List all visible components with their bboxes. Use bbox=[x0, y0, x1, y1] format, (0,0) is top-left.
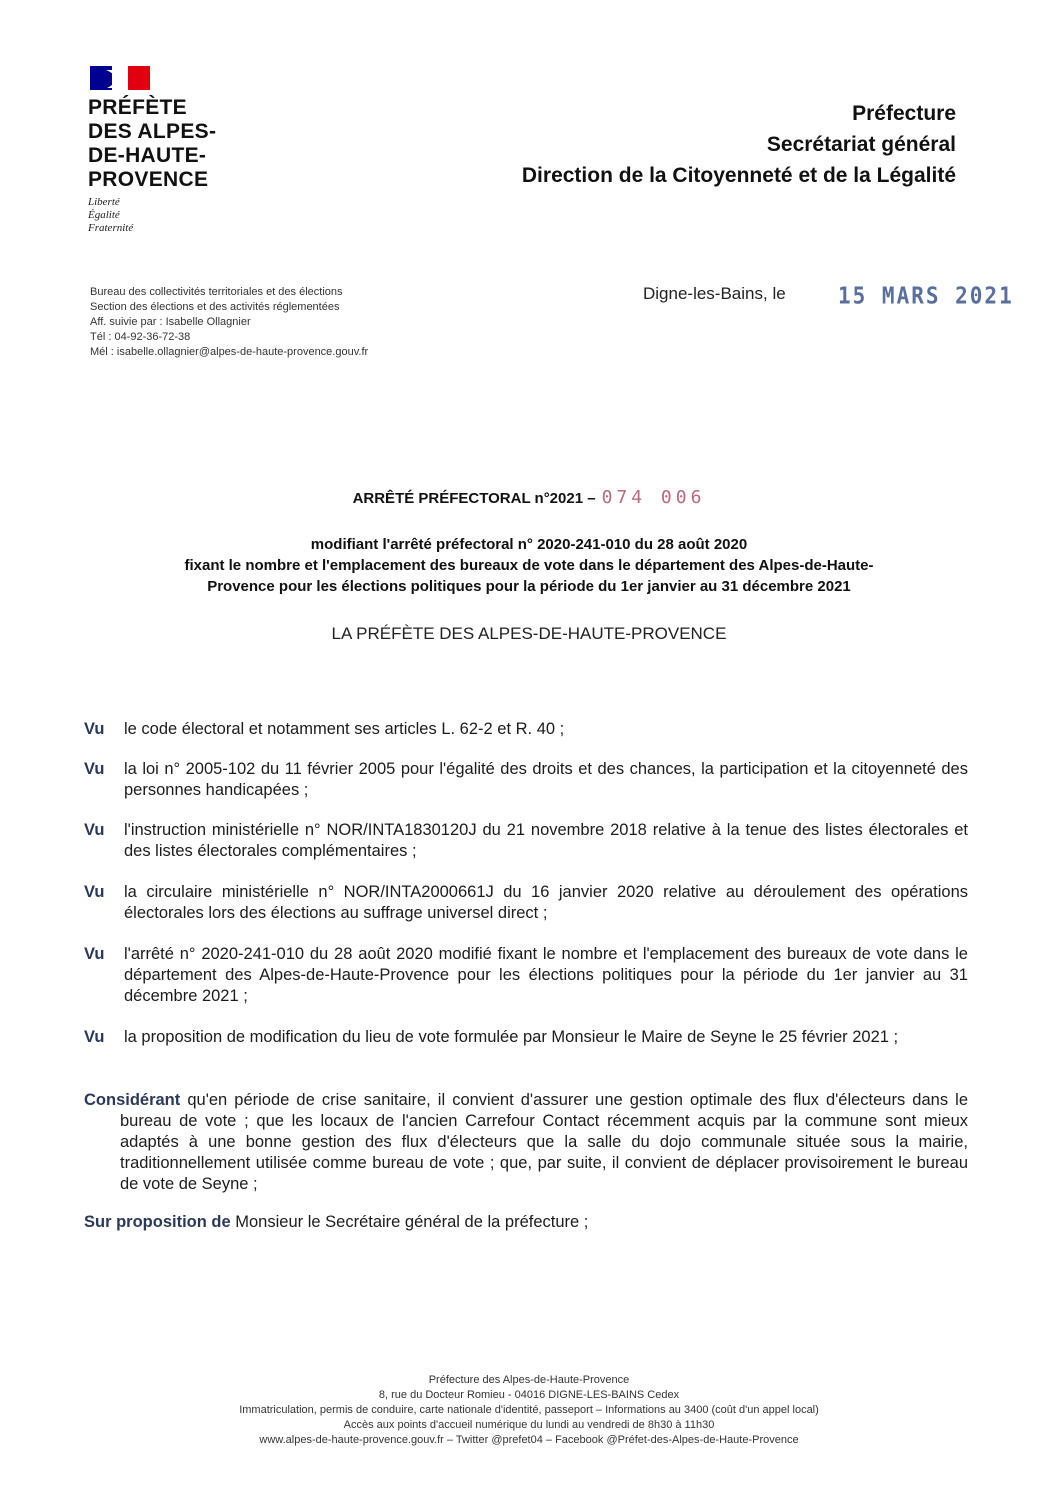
proposition-clause bbox=[84, 1212, 968, 1233]
vu-clause bbox=[84, 719, 968, 740]
clause-text: l'arrêté n° 2020-241-010 du 28 août 2020 modifié fixant le nombre et l'emplacement des bureaux de vote dans le département des Alpes-de-Haute-Provence pour les élections politiques pour la période du 1er janvier au 31 décembre 2021 ; bbox=[124, 945, 968, 1005]
header-line: Préfecture bbox=[852, 102, 956, 125]
page-footer bbox=[0, 1373, 1058, 1448]
marianne-flag-logo bbox=[90, 66, 150, 90]
subtitle-line: Provence pour les élections politiques pour la période du 1er janvier au 31 décembre 2021 bbox=[207, 578, 851, 595]
prefecture-name-line: DE-HAUTE- bbox=[88, 144, 207, 167]
clause-keyword: Vu bbox=[84, 760, 105, 778]
clause-keyword: Sur proposition de bbox=[84, 1213, 231, 1231]
clause-keyword: Vu bbox=[84, 883, 105, 901]
clause-text: la loi n° 2005-102 du 11 février 2005 pour l'égalité des droits et des chances, la participation et la citoyenneté des personnes handicapées ; bbox=[124, 760, 968, 799]
footer-line: Préfecture des Alpes-de-Haute-Provence bbox=[428, 1374, 630, 1386]
prefecture-name-line: PRÉFÈTE bbox=[88, 96, 187, 119]
subtitle-line: modifiant l'arrêté préfectoral n° 2020-241-010 du 28 août 2020 bbox=[310, 536, 748, 553]
clause-keyword: Vu bbox=[84, 1028, 105, 1046]
clause-keyword: Vu bbox=[84, 720, 105, 738]
decree-title-text: ARRÊTÉ PRÉFECTORAL n°2021 – bbox=[352, 490, 596, 507]
prefecture-name-line: DES ALPES- bbox=[88, 120, 217, 143]
vu-clause bbox=[84, 759, 968, 801]
clause-keyword: Vu bbox=[84, 821, 105, 839]
motto-line: Fraternité bbox=[88, 222, 134, 234]
sender-line: Bureau des collectivités territoriales et des élections bbox=[90, 286, 343, 298]
clause-text: la circulaire ministérielle n° NOR/INTA2000661J du 16 janvier 2020 relative au déroulement des opérations électorales lors des élections au suffrage universel direct ; bbox=[124, 883, 968, 922]
motto-line: Égalité bbox=[88, 209, 120, 221]
clause-text: le code électoral et notamment ses articles L. 62-2 et R. 40 ; bbox=[124, 720, 565, 738]
decree-number-handwritten: 074 006 bbox=[601, 487, 706, 508]
sender-line: Tél : 04-92-36-72-38 bbox=[90, 331, 191, 343]
department-header bbox=[522, 98, 956, 191]
footer-line: 8, rue du Docteur Romieu - 04016 DIGNE-LES-BAINS Cedex bbox=[378, 1389, 680, 1401]
vu-clause bbox=[84, 944, 968, 1007]
prefecture-name bbox=[88, 96, 216, 192]
motto-line: Liberté bbox=[88, 196, 120, 208]
clause-text: l'instruction ministérielle n° NOR/INTA1830120J du 21 novembre 2018 relative à la tenue des listes électorales et des listes électorales complémentaires ; bbox=[124, 821, 968, 860]
decree-authority: LA PRÉFÈTE DES ALPES-DE-HAUTE-PROVENCE bbox=[331, 624, 727, 643]
decree-title bbox=[0, 487, 1058, 508]
vu-clause bbox=[84, 820, 968, 862]
header-line: Secrétariat général bbox=[766, 133, 956, 156]
proposition-paragraph bbox=[84, 1212, 968, 1233]
clause-keyword: Considérant bbox=[84, 1091, 181, 1109]
sender-line: Aff. suivie par : Isabelle Ollagnier bbox=[90, 316, 251, 328]
clause-text: Monsieur le Secrétaire général de la préfecture ; bbox=[235, 1213, 589, 1231]
considerant-clause bbox=[84, 1090, 968, 1195]
decree-subtitle bbox=[0, 534, 1058, 597]
footer-line: www.alpes-de-haute-provence.gouv.fr – Twitter @prefet04 – Facebook @Préfet-des-Alpes-de-Haute-Provence bbox=[259, 1434, 799, 1446]
sender-line: Section des élections et des activités réglementées bbox=[90, 301, 340, 313]
sender-email: Mél : isabelle.ollagnier@alpes-de-haute-provence.gouv.fr bbox=[90, 346, 369, 358]
vu-clause bbox=[84, 882, 968, 924]
subtitle-line: fixant le nombre et l'emplacement des bureaux de vote dans le département des Alpes-de-Haute- bbox=[184, 557, 874, 574]
vu-clause bbox=[84, 1027, 968, 1048]
prefecture-name-line: PROVENCE bbox=[88, 168, 209, 191]
republic-motto bbox=[88, 196, 133, 235]
date-stamp: 15 MARS 2021 bbox=[838, 283, 1014, 309]
clause-keyword: Vu bbox=[84, 945, 105, 963]
footer-line: Immatriculation, permis de conduire, carte nationale d'identité, passeport – Informations au 3400 (coût d'un appel local) bbox=[239, 1404, 819, 1416]
header-line: Direction de la Citoyenneté et de la Légalité bbox=[521, 164, 956, 187]
clause-text: la proposition de modification du lieu de vote formulée par Monsieur le Maire de Seyne le 25 février 2021 ; bbox=[124, 1028, 899, 1046]
footer-line: Accès aux points d'accueil numérique du lundi au vendredi de 8h30 à 11h30 bbox=[343, 1419, 715, 1431]
sender-info bbox=[90, 285, 368, 360]
clause-text: qu'en période de crise sanitaire, il convient d'assurer une gestion optimale des flux d'électeurs dans le bureau de vote ; que les locaux de l'ancien Carrefour Contact récemment acquis par la commune sont mieux adaptés à une bonne gestion des flux d'électeurs que la salle du dojo communale située sous la mairie, traditionnellement utilisée comme bureau de vote ; que, par suite, il convient de déplacer provisoirement le bureau de vote de Seyne ; bbox=[120, 1091, 969, 1193]
considerant-paragraph bbox=[84, 1090, 968, 1195]
place-label: Digne-les-Bains, le bbox=[643, 284, 786, 303]
